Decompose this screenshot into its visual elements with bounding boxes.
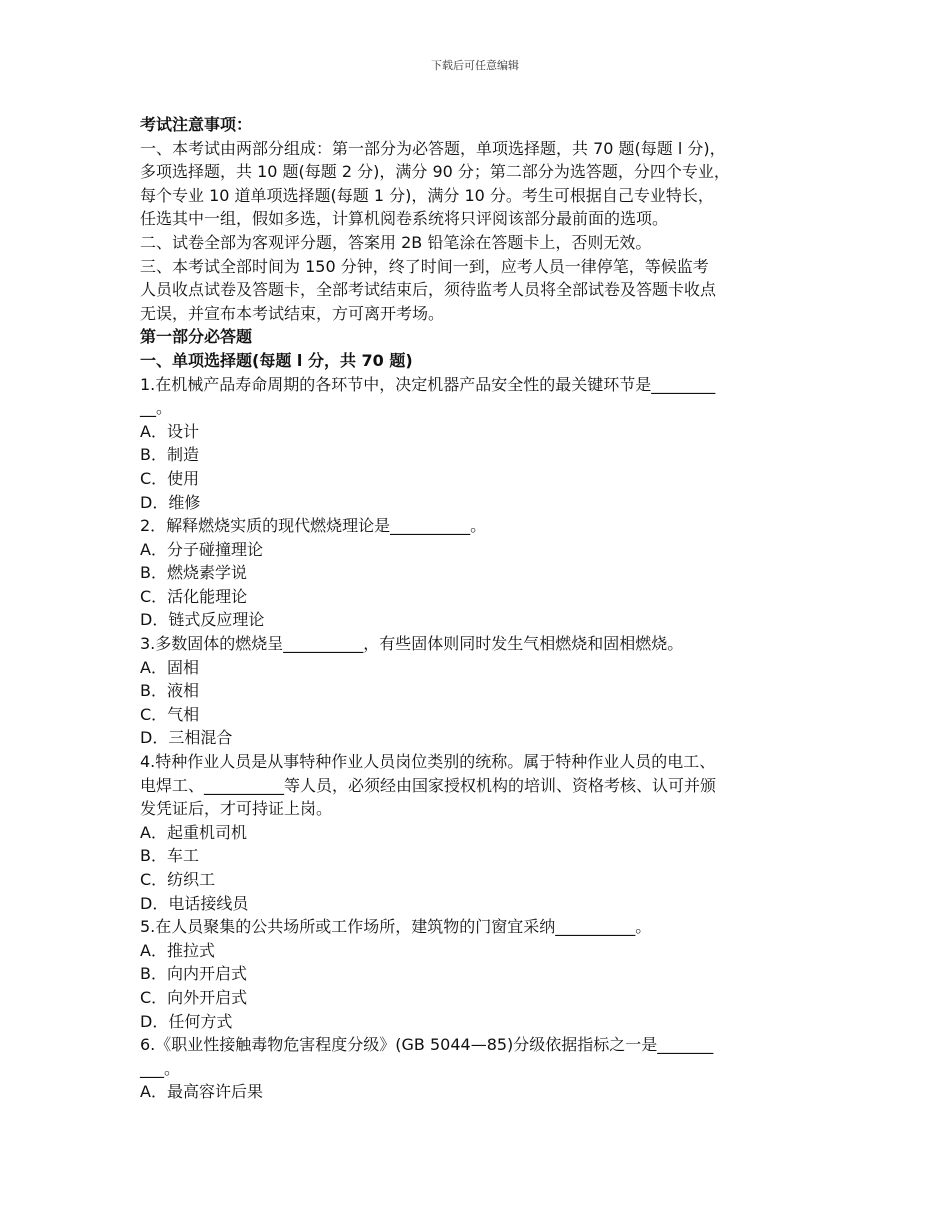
text-line: C．使用 <box>140 468 200 488</box>
text-line: 二、试卷全部为客观评分题，答案用 2B 铅笔涂在答题卡上，否则无效。 <box>140 232 652 252</box>
text-line: A．设计 <box>140 421 199 441</box>
text-line: 4.特种作业人员是从事特种作业人员岗位类别的统称。属于特种作业人员的电工、 <box>140 752 716 772</box>
text-line: A．固相 <box>140 657 199 677</box>
text-line: B．制造 <box>140 445 199 465</box>
text-line: 无误，并宣布本考试结束，方可离开考场。 <box>140 303 445 323</box>
text-line: __。 <box>140 398 173 418</box>
text-line: A．最高容许后果 <box>140 1082 263 1102</box>
text-line: B．向内开启式 <box>140 964 247 984</box>
text-line: A．推拉式 <box>140 940 215 960</box>
text-line: 电焊工、__________等人员，必须经由国家授权机构的培训、资格考核、认可并颁 <box>140 775 717 795</box>
text-line: D．三相混合 <box>140 728 233 748</box>
document-body <box>140 113 812 1104</box>
text-line: 6.《职业性接触毒物危害程度分级》(GB 5044—85)分级依据指标之一是_______ <box>140 1035 714 1055</box>
text-line: 任选其中一组，假如多选，计算机阅卷系统将只评阅该部分最前面的选项。 <box>140 209 669 229</box>
text-line: A．分子碰撞理论 <box>140 539 263 559</box>
text-line: 2．解释燃烧实质的现代燃烧理论是__________。 <box>140 516 487 536</box>
text-line: B．液相 <box>140 681 199 701</box>
text-line: C．纺织工 <box>140 870 216 889</box>
text-line: D．任何方式 <box>140 1011 233 1031</box>
text-line: C．向外开启式 <box>140 987 248 1007</box>
text-line: B．燃烧素学说 <box>140 563 247 583</box>
text-line: 每个专业 10 道单项选择题(每题 1 分)，满分 10 分。考生可根据自己专业特长， <box>140 185 714 205</box>
text-line: D．电话接线员 <box>140 893 249 913</box>
text-line: 5.在人员聚集的公共场所或工作场所，建筑物的门窗宜采纳__________。 <box>140 917 652 937</box>
text-line: C．气相 <box>140 704 200 724</box>
text-line: 三、本考试全部时间为 150 分钟，终了时间一到，应考人员一律停笔，等候监考 <box>140 256 709 276</box>
text-line: 多项选择题，共 10 题(每题 2 分)，满分 90 分；第二部分为选答题，分四个专业， <box>140 162 730 182</box>
text-line: 人员收点试卷及答题卡，全部考试结束后，须待监考人员将全部试卷及答题卡收点 <box>140 280 717 300</box>
text-line: A．起重机司机 <box>140 822 247 842</box>
text-line: B．车工 <box>140 846 199 866</box>
page-header-note: 下载后可任意编辑 <box>431 59 519 72</box>
text-line: C．活化能理论 <box>140 586 248 606</box>
text-line: 一、单项选择题(每题 l 分，共 70 题) <box>140 350 413 370</box>
text-line: D．维修 <box>140 492 201 512</box>
text-line: 考试注意事项： <box>140 115 253 134</box>
text-line: D．链式反应理论 <box>140 610 265 630</box>
text-line: 1.在机械产品寿命周期的各环节中，决定机器产品安全性的最关键环节是________ <box>140 374 716 394</box>
text-line: 一、本考试由两部分组成：第一部分为必答题，单项选择题，共 70 题(每题 l 分)， <box>140 138 726 158</box>
text-line: 第一部分必答题 <box>140 327 253 347</box>
text-line: 发凭证后，才可持证上岗。 <box>140 799 333 819</box>
text-line: 3.多数固体的燃烧呈__________，有些固体则同时发生气相燃烧和固相燃烧。 <box>140 634 684 654</box>
text-line: ___。 <box>140 1058 181 1078</box>
